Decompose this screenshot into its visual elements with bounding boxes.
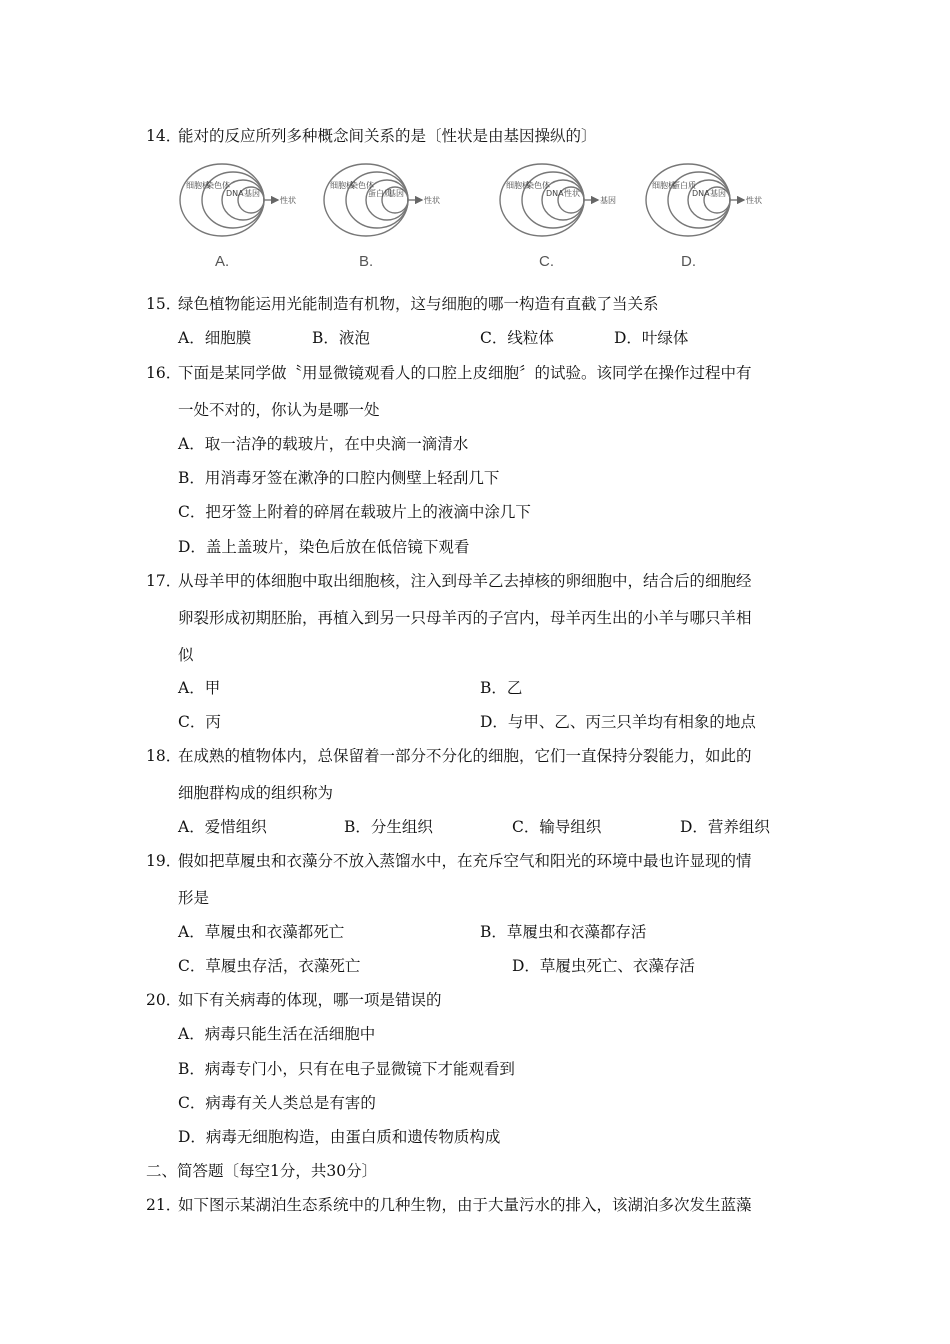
diagram-c-ring-2: 染色体 [526, 181, 550, 190]
diagram-b-ring-4: 基因 [388, 189, 404, 198]
diagram-a-ring-3: DNA [226, 189, 244, 198]
q19-option-a: A．草履虫和衣藻都死亡 [178, 923, 345, 941]
q18-option-d: D．营养组织 [680, 818, 770, 836]
q15-option-d: D．叶绿体 [614, 329, 689, 347]
question-text: 能对的反应所列多种概念间关系的是〔性状是由基因操纵的〕 [178, 127, 597, 145]
question-text-line-2: 形是 [178, 889, 210, 907]
diagram-d [646, 164, 744, 236]
diagram-d-ring-1: 细胞核 [652, 181, 676, 190]
q15-option-c: C．线粒体 [480, 329, 554, 347]
q17-option-d: D．与甲、乙、丙三只羊均有相象的地点 [480, 713, 756, 731]
q15-option-a: A．细胞膜 [178, 329, 252, 347]
q16-option-a: A．取一洁净的载玻片，在中央滴一滴清水 [178, 435, 469, 453]
diagram-a-ring-2: 染色体 [206, 181, 230, 190]
question-text-line-3: 似 [178, 646, 194, 664]
diagram-a-ring-4: 基因 [244, 189, 260, 198]
question-text-line-2: 细胞群构成的组织称为 [178, 784, 334, 802]
diagram-c-label: C. [539, 253, 554, 270]
q17-option-c: C．丙 [178, 713, 221, 731]
diagram-c-arrow-label: 基因 [600, 196, 616, 205]
question-text-line-1: 在成熟的植物体内，总保留着一部分不分化的细胞，它们一直保持分裂能力，如此的 [178, 747, 752, 765]
section-heading: 二、简答题〔每空1分，共30分〕 [146, 1162, 378, 1180]
q19-option-c: C．草履虫存活，衣藻死亡 [178, 957, 361, 975]
q17-option-b: B．乙 [480, 679, 523, 697]
q19-option-b: B．草履虫和衣藻都存活 [480, 923, 647, 941]
question-number: 14． [146, 127, 182, 145]
q20-option-c: C．病毒有关人类总是有害的 [178, 1094, 376, 1112]
question-text-line-1: 下面是某同学做〝用显微镜观看人的口腔上皮细胞〞的试验。该同学在操作过程中有 [178, 364, 752, 382]
diagram-d-ring-3: DNA [692, 189, 710, 198]
question-number: 19． [146, 852, 182, 870]
diagram-c-ring-4: 性状 [564, 189, 580, 198]
diagram-a-label: A. [215, 253, 230, 270]
q18-option-a: A．爱惜组织 [178, 818, 267, 836]
q14-diagrams [0, 160, 950, 280]
q15-option-b: B．液泡 [312, 329, 370, 347]
q16-option-b: B．用消毒牙签在漱净的口腔内侧壁上轻刮几下 [178, 469, 500, 487]
question-text-line-2: 一处不对的，你认为是哪一处 [178, 401, 380, 419]
question-number: 18． [146, 747, 182, 765]
diagram-d-ring-4: 基因 [710, 189, 726, 198]
question-number: 15． [146, 295, 182, 313]
q20-option-a: A．病毒只能生活在活细胞中 [178, 1025, 376, 1043]
question-number: 16． [146, 364, 182, 382]
diagram-a-ring-1: 细胞核 [186, 181, 210, 190]
question-text: 绿色植物能运用光能制造有机物，这与细胞的哪一构造有直截了当关系 [178, 295, 659, 313]
question-number: 21． [146, 1196, 182, 1214]
question-text-line-1: 假如把草履虫和衣藻分不放入蒸馏水中，在充斥空气和阳光的环境中最也许显现的情 [178, 852, 752, 870]
question-text-line-2: 卵裂形成初期胚胎，再植入到另一只母羊丙的子宫内，母羊丙生出的小羊与哪只羊相 [178, 609, 752, 627]
question-text-line-1: 从母羊甲的体细胞中取出细胞核，注入到母羊乙去掉核的卵细胞中，结合后的细胞经 [178, 572, 752, 590]
q18-option-c: C．输导组织 [512, 818, 602, 836]
q20-option-d: D．病毒无细胞构造，由蛋白质和遗传物质构成 [178, 1128, 501, 1146]
question-number: 17． [146, 572, 182, 590]
diagram-b [324, 164, 422, 236]
diagram-b-ring-1: 细胞核 [330, 181, 354, 190]
q17-option-a: A．甲 [178, 679, 221, 697]
diagram-d-label: D. [681, 253, 696, 270]
diagram-a-arrow-label: 性状 [280, 196, 296, 205]
q16-option-d: D．盖上盖玻片，染色后放在低倍镜下观看 [178, 538, 470, 556]
diagram-c-ring-3: DNA [546, 189, 564, 198]
question-text: 如下图示某湖泊生态系统中的几种生物，由于大量污水的排入，该湖泊多次发生蓝藻 [178, 1196, 752, 1214]
question-number: 20． [146, 991, 182, 1009]
diagram-c [500, 164, 598, 236]
diagram-b-ring-2: 染色体 [350, 181, 374, 190]
diagram-d-arrow-label: 性状 [746, 196, 762, 205]
diagram-a [180, 164, 278, 236]
diagram-d-ring-2: 蛋白质 [672, 181, 696, 190]
diagram-b-label: B. [359, 253, 374, 270]
question-text: 如下有关病毒的体现，哪一项是错误的 [178, 991, 442, 1009]
diagram-b-arrow-label: 性状 [424, 196, 440, 205]
q16-option-c: C．把牙签上附着的碎屑在载玻片上的液滴中涂几下 [178, 503, 531, 521]
q18-option-b: B．分生组织 [344, 818, 433, 836]
diagram-b-ring-3: 蛋白质 [368, 189, 392, 198]
diagram-c-ring-1: 细胞核 [506, 181, 530, 190]
q19-option-d: D．草履虫死亡、衣藻存活 [512, 957, 695, 975]
q20-option-b: B．病毒专门小，只有在电子显微镜下才能观看到 [178, 1060, 515, 1078]
